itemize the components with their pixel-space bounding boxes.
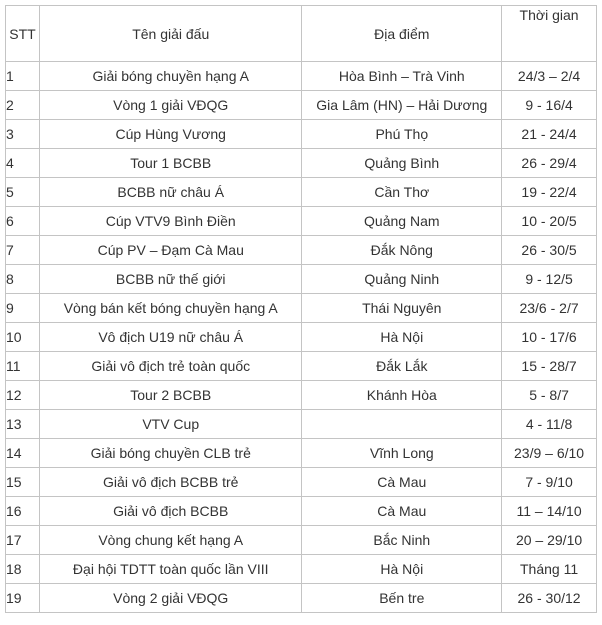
time-cell: 7 - 9/10 bbox=[502, 468, 597, 497]
location-cell: Quảng Nam bbox=[302, 207, 502, 236]
time-cell: 26 - 29/4 bbox=[502, 149, 597, 178]
location-cell: Khánh Hòa bbox=[302, 381, 502, 410]
row-number-cell: 16 bbox=[6, 497, 40, 526]
location-cell: Quảng Ninh bbox=[302, 265, 502, 294]
header-time: Thời gian bbox=[502, 6, 597, 62]
time-cell: 24/3 – 2/4 bbox=[502, 62, 597, 91]
table-row bbox=[6, 526, 597, 555]
row-number-cell: 7 bbox=[6, 236, 40, 265]
tournament-name-cell: Tour 2 BCBB bbox=[39, 381, 301, 410]
time-cell: 15 - 28/7 bbox=[502, 352, 597, 381]
time-cell: 5 - 8/7 bbox=[502, 381, 597, 410]
location-cell: Cần Thơ bbox=[302, 178, 502, 207]
table-row bbox=[6, 178, 597, 207]
location-cell: Bắc Ninh bbox=[302, 526, 502, 555]
table-row bbox=[6, 497, 597, 526]
time-cell: 10 - 20/5 bbox=[502, 207, 597, 236]
table-row bbox=[6, 352, 597, 381]
table-row bbox=[6, 323, 597, 352]
table-row bbox=[6, 62, 597, 91]
location-cell: Vĩnh Long bbox=[302, 439, 502, 468]
table-row bbox=[6, 468, 597, 497]
table-row bbox=[6, 439, 597, 468]
location-cell: Hòa Bình – Trà Vinh bbox=[302, 62, 502, 91]
location-cell: Phú Thọ bbox=[302, 120, 502, 149]
row-number-cell: 11 bbox=[6, 352, 40, 381]
time-cell: 21 - 24/4 bbox=[502, 120, 597, 149]
row-number-cell: 10 bbox=[6, 323, 40, 352]
row-number-cell: 12 bbox=[6, 381, 40, 410]
header-row bbox=[6, 6, 597, 62]
tournament-name-cell: Giải vô địch BCBB trẻ bbox=[39, 468, 301, 497]
tournament-name-cell: Giải bóng chuyền hạng A bbox=[39, 62, 301, 91]
location-cell: Bến tre bbox=[302, 584, 502, 613]
time-cell: Tháng 11 bbox=[502, 555, 597, 584]
location-cell: Đắk Nông bbox=[302, 236, 502, 265]
table-row bbox=[6, 294, 597, 323]
header-location: Địa điểm bbox=[302, 6, 502, 62]
table-row bbox=[6, 207, 597, 236]
row-number-cell: 18 bbox=[6, 555, 40, 584]
table-row bbox=[6, 381, 597, 410]
tournament-name-cell: Giải bóng chuyền CLB trẻ bbox=[39, 439, 301, 468]
row-number-cell: 19 bbox=[6, 584, 40, 613]
tournament-name-cell: Đại hội TDTT toàn quốc lần VIII bbox=[39, 555, 301, 584]
row-number-cell: 4 bbox=[6, 149, 40, 178]
tournament-name-cell: VTV Cup bbox=[39, 410, 301, 439]
row-number-cell: 8 bbox=[6, 265, 40, 294]
time-cell: 9 - 16/4 bbox=[502, 91, 597, 120]
tournament-name-cell: Giải vô địch trẻ toàn quốc bbox=[39, 352, 301, 381]
time-cell: 20 – 29/10 bbox=[502, 526, 597, 555]
table-row bbox=[6, 555, 597, 584]
location-cell: Cà Mau bbox=[302, 468, 502, 497]
table-row bbox=[6, 149, 597, 178]
tournament-name-cell: Vòng chung kết hạng A bbox=[39, 526, 301, 555]
time-cell: 23/6 - 2/7 bbox=[502, 294, 597, 323]
time-cell: 23/9 – 6/10 bbox=[502, 439, 597, 468]
location-cell bbox=[302, 410, 502, 439]
location-cell: Đắk Lắk bbox=[302, 352, 502, 381]
location-cell: Hà Nội bbox=[302, 555, 502, 584]
row-number-cell: 9 bbox=[6, 294, 40, 323]
tournament-schedule-table bbox=[5, 5, 597, 613]
location-cell: Gia Lâm (HN) – Hải Dương bbox=[302, 91, 502, 120]
tournament-name-cell: Vòng 2 giải VĐQG bbox=[39, 584, 301, 613]
tournament-name-cell: Vô địch U19 nữ châu Á bbox=[39, 323, 301, 352]
time-cell: 19 - 22/4 bbox=[502, 178, 597, 207]
location-cell: Thái Nguyên bbox=[302, 294, 502, 323]
row-number-cell: 13 bbox=[6, 410, 40, 439]
table-row bbox=[6, 584, 597, 613]
row-number-cell: 17 bbox=[6, 526, 40, 555]
row-number-cell: 5 bbox=[6, 178, 40, 207]
header-tournament-name: Tên giải đấu bbox=[39, 6, 301, 62]
time-cell: 9 - 12/5 bbox=[502, 265, 597, 294]
time-cell: 4 - 11/8 bbox=[502, 410, 597, 439]
tournament-name-cell: BCBB nữ thế giới bbox=[39, 265, 301, 294]
time-cell: 26 - 30/5 bbox=[502, 236, 597, 265]
tournament-name-cell: Cúp PV – Đạm Cà Mau bbox=[39, 236, 301, 265]
tournament-name-cell: Vòng 1 giải VĐQG bbox=[39, 91, 301, 120]
table-row bbox=[6, 236, 597, 265]
row-number-cell: 3 bbox=[6, 120, 40, 149]
row-number-cell: 2 bbox=[6, 91, 40, 120]
location-cell: Quảng Bình bbox=[302, 149, 502, 178]
time-cell: 10 - 17/6 bbox=[502, 323, 597, 352]
tournament-name-cell: BCBB nữ châu Á bbox=[39, 178, 301, 207]
row-number-cell: 6 bbox=[6, 207, 40, 236]
location-cell: Hà Nội bbox=[302, 323, 502, 352]
location-cell: Cà Mau bbox=[302, 497, 502, 526]
table-row bbox=[6, 410, 597, 439]
row-number-cell: 1 bbox=[6, 62, 40, 91]
table-row bbox=[6, 120, 597, 149]
tournament-name-cell: Tour 1 BCBB bbox=[39, 149, 301, 178]
time-cell: 26 - 30/12 bbox=[502, 584, 597, 613]
table-row bbox=[6, 91, 597, 120]
table-row bbox=[6, 265, 597, 294]
tournament-name-cell: Vòng bán kết bóng chuyền hạng A bbox=[39, 294, 301, 323]
tournament-name-cell: Giải vô địch BCBB bbox=[39, 497, 301, 526]
row-number-cell: 15 bbox=[6, 468, 40, 497]
header-stt: STT bbox=[6, 6, 40, 62]
tournament-name-cell: Cúp Hùng Vương bbox=[39, 120, 301, 149]
time-cell: 11 – 14/10 bbox=[502, 497, 597, 526]
tournament-name-cell: Cúp VTV9 Bình Điền bbox=[39, 207, 301, 236]
row-number-cell: 14 bbox=[6, 439, 40, 468]
